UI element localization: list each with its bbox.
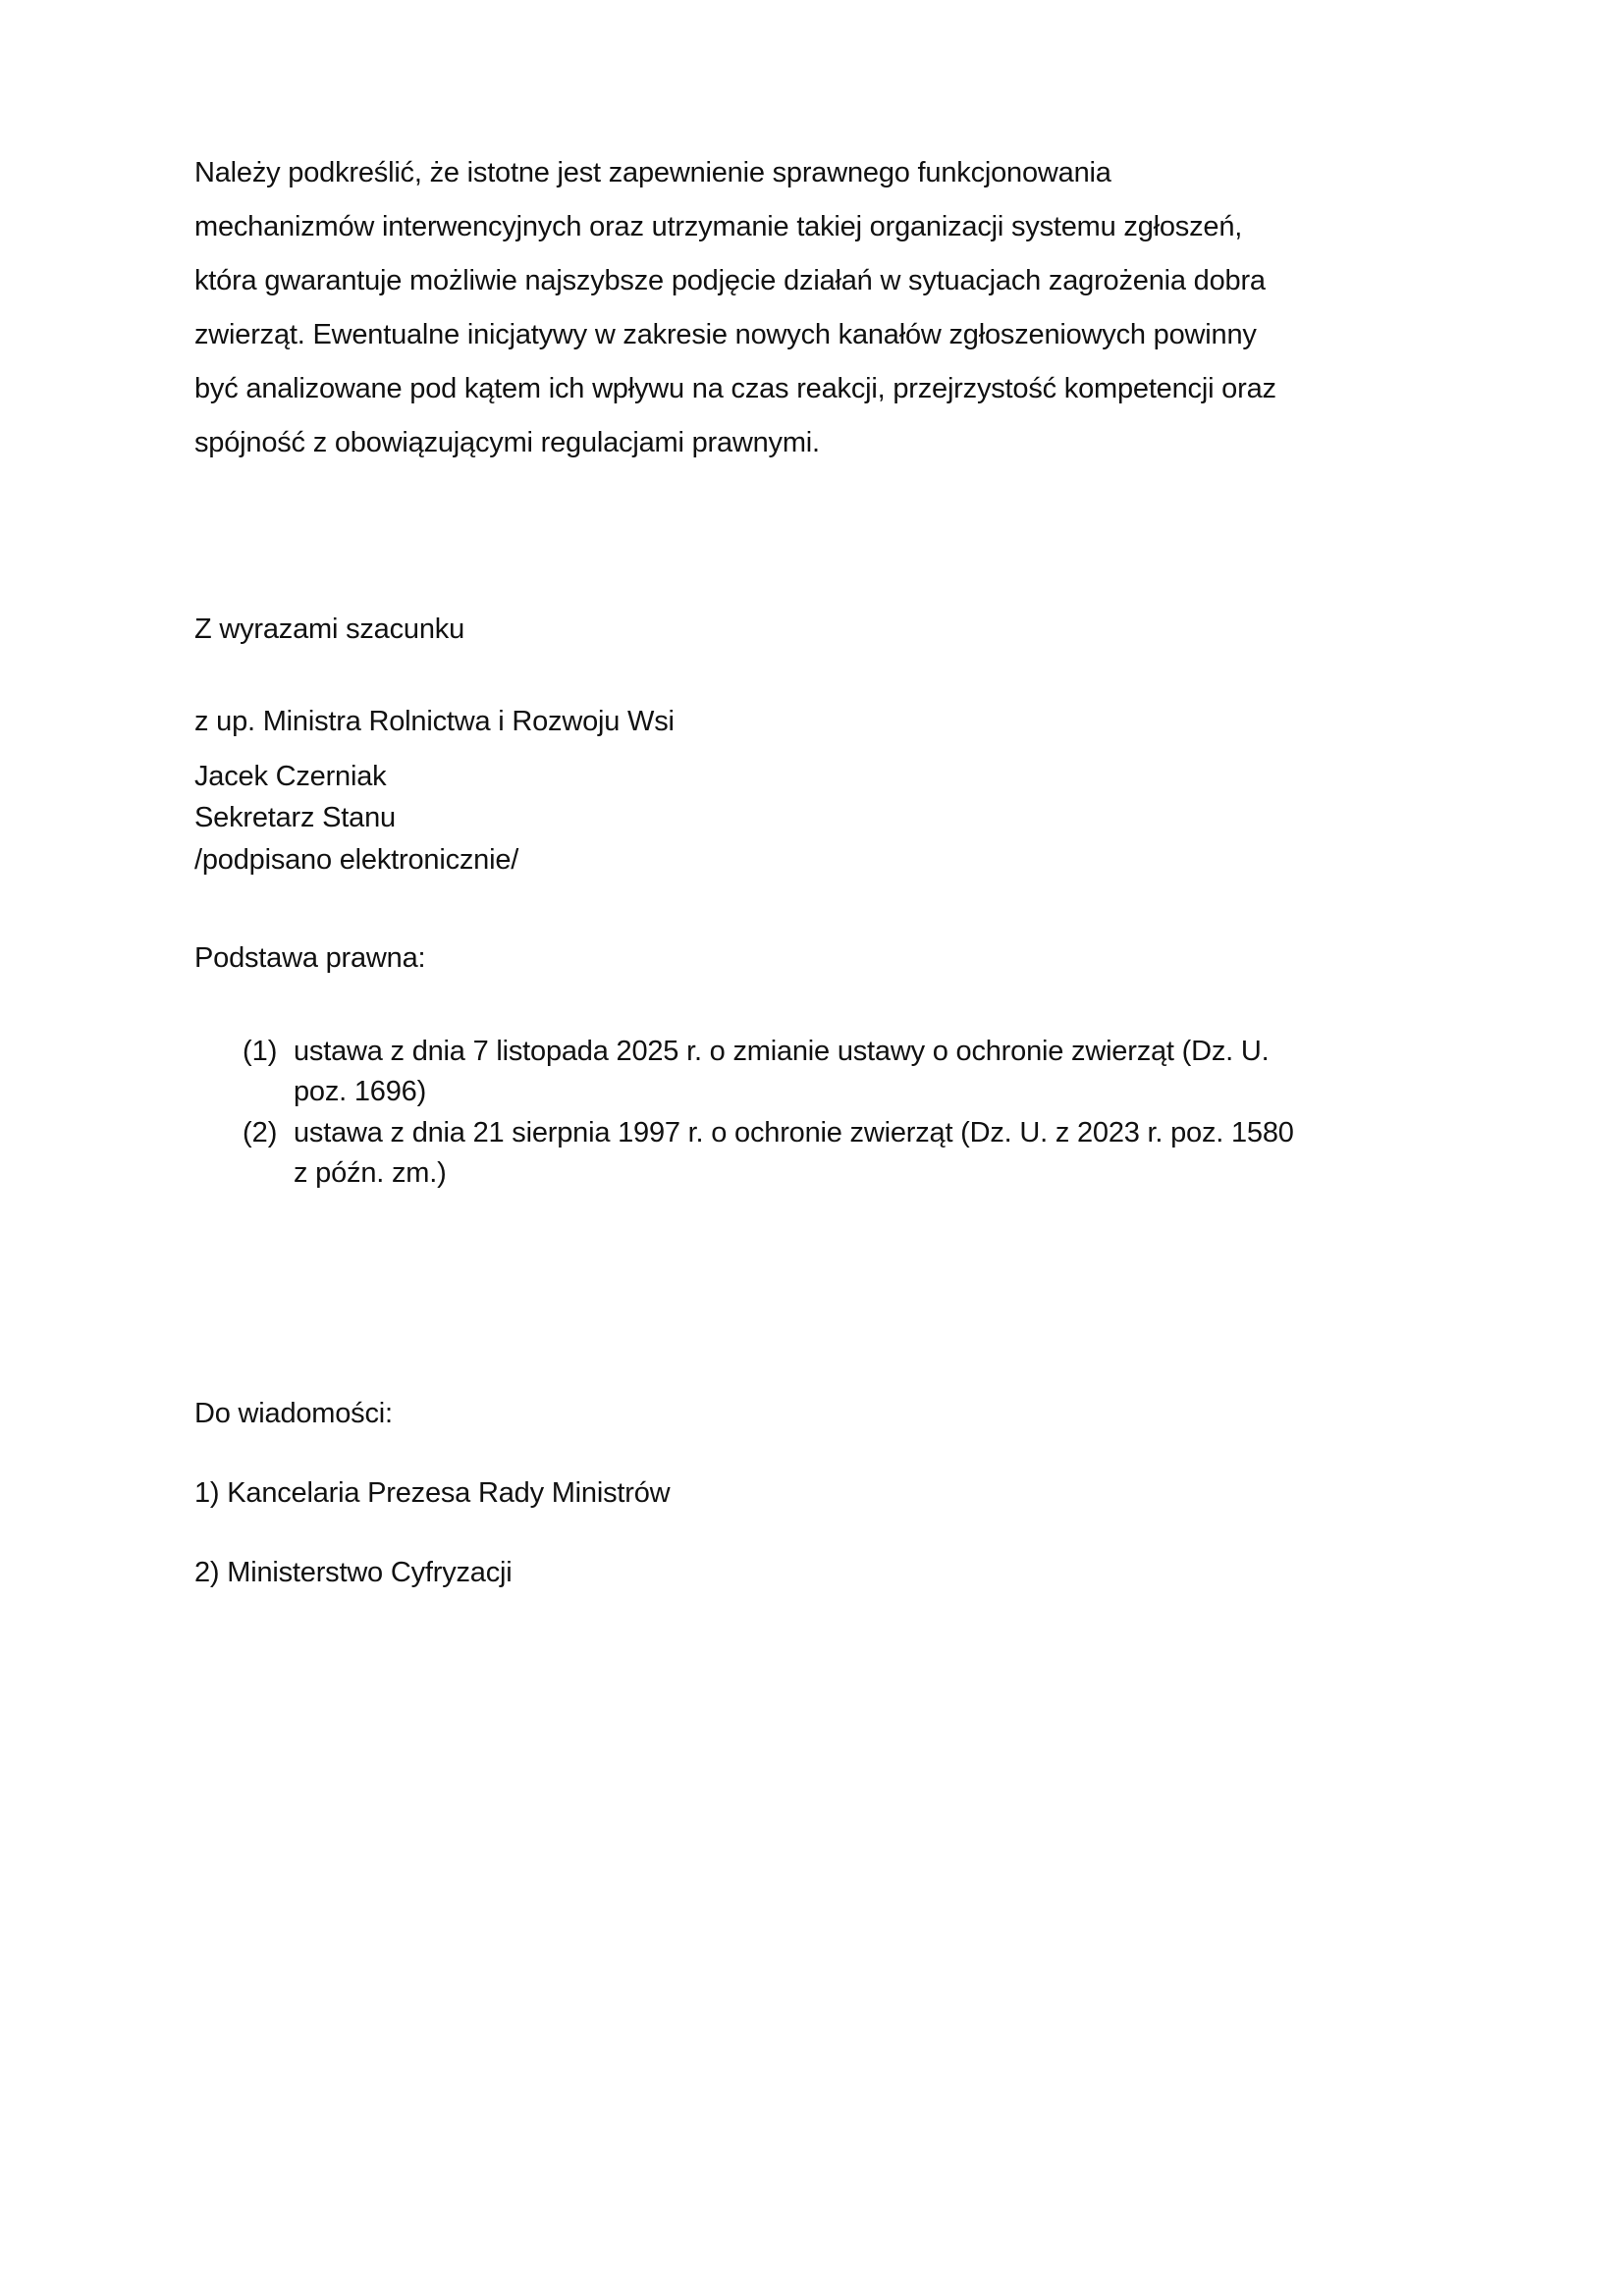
distribution-item: 1) Kancelaria Prezesa Rady Ministrów (194, 1477, 671, 1509)
distribution-heading: Do wiadomości: (194, 1398, 393, 1429)
paragraph-line: która gwarantuje możliwie najszybsze podjęcie działań w sytuacjach zagrożenia dobra (194, 265, 1266, 296)
paragraph-line: spójność z obowiązującymi regulacjami prawnymi. (194, 427, 820, 458)
paragraph-line: mechanizmów interwencyjnych oraz utrzymanie takiej organizacji systemu zgłoszeń, (194, 211, 1243, 242)
legal-basis-item-number: (1) (243, 1036, 278, 1067)
signatory-name: Jacek Czerniak (194, 761, 387, 792)
legal-basis-item-number: (2) (243, 1117, 278, 1148)
signature-note: /podpisano elektronicznie/ (194, 844, 519, 876)
signatory-position: Sekretarz Stanu (194, 802, 396, 833)
legal-basis-item-text: poz. 1696) (294, 1076, 427, 1107)
paragraph-line: zwierząt. Ewentualne inicjatywy w zakresie nowych kanałów zgłoszeniowych powinny (194, 319, 1257, 350)
legal-basis-heading: Podstawa prawna: (194, 942, 426, 974)
signature-authorization: z up. Ministra Rolnictwa i Rozwoju Wsi (194, 706, 675, 737)
paragraph-line: być analizowane pod kątem ich wpływu na czas reakcji, przejrzystość kompetencji oraz (194, 373, 1276, 404)
distribution-item: 2) Ministerstwo Cyfryzacji (194, 1557, 513, 1588)
legal-basis-item-text: ustawa z dnia 7 listopada 2025 r. o zmianie ustawy o ochronie zwierząt (Dz. U. (294, 1036, 1270, 1067)
paragraph-line: Należy podkreślić, że istotne jest zapewnienie sprawnego funkcjonowania (194, 157, 1111, 188)
legal-basis-item-text: ustawa z dnia 21 sierpnia 1997 r. o ochronie zwierząt (Dz. U. z 2023 r. poz. 1580 (294, 1117, 1294, 1148)
closing-salutation: Z wyrazami szacunku (194, 614, 464, 645)
legal-basis-item-text: z późn. zm.) (294, 1157, 447, 1189)
